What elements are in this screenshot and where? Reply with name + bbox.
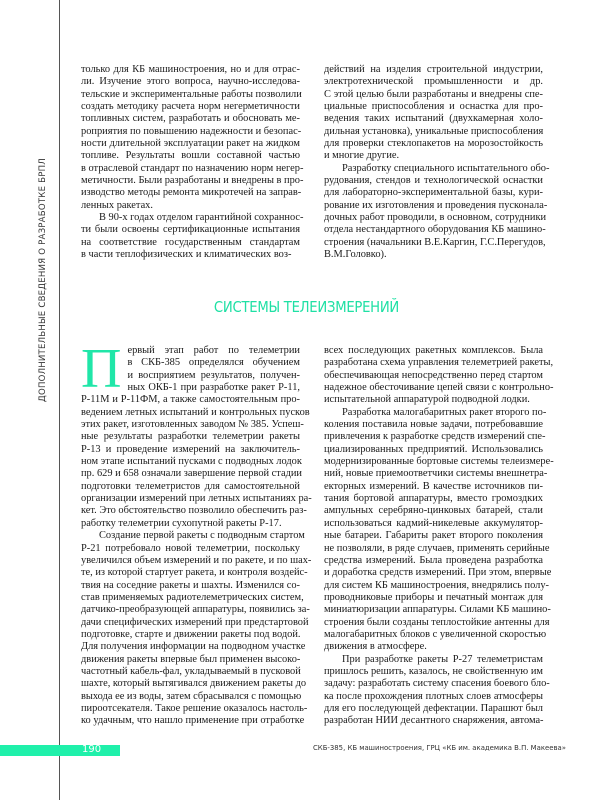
text-line: ли. Изучение этого вопроса, научно-исследова- xyxy=(81,76,300,88)
drop-cap: П xyxy=(81,338,122,400)
text-line: обеспечивающая непосредственно перед стартом xyxy=(324,369,543,381)
text-line: пр. 629 и 658 означали завершение первой стадии xyxy=(81,468,302,480)
text-line: топливе. Результаты вошли составной частью xyxy=(81,150,300,162)
text-line: циальные приспособления и оснастка для про- xyxy=(324,101,543,113)
page-number: 190 xyxy=(82,744,102,755)
text-line: Разработка малогабаритных ракет второго по- xyxy=(342,406,547,418)
text-line: ности длительной эксплуатации ракет на жидком xyxy=(81,138,300,150)
page-number-bar xyxy=(0,745,120,756)
text-line: отдела нестандартного оборудования КБ машино- xyxy=(324,224,546,236)
footer-caption: СКБ-385, КБ машиностроения, ГРЦ «КБ им. академика В.П. Макеева» xyxy=(313,744,566,752)
text-line: электротехнической промышленности и др. xyxy=(324,76,543,88)
text-line: ампульных серебряно-цинковых батарей, стали xyxy=(324,505,543,517)
text-line: строения были созданы теплостойкие антенны для xyxy=(324,616,550,628)
text-line: тельские и экспериментальные работы позволили xyxy=(81,88,302,100)
text-line: Р-21 потребовало новой телеметрии, поскольку xyxy=(81,542,300,554)
text-line: разработана схема управления телеметрией ракеты, xyxy=(324,357,554,369)
column-top-right xyxy=(324,64,550,262)
text-line: шахте, который вытягивался движением ракеты до xyxy=(81,678,307,690)
text-line: действий на изделия строительной индустрии, xyxy=(324,64,543,75)
text-line: став применяемых радиотелеметрических систем, xyxy=(81,591,304,603)
text-line: Для получения информации на подводном участке xyxy=(81,641,306,653)
text-line: Разработку специального испытательного обо- xyxy=(342,162,550,174)
text-line: средства измерений. Была проведена разработка xyxy=(324,554,543,566)
text-line: С этой целью были разработаны и внедрены спе- xyxy=(324,88,543,100)
text-line: твия на соседние ракеты и шахты. Изменился со- xyxy=(81,579,300,591)
text-line: увеличился объем измерений и по ракете, и по шах- xyxy=(81,554,312,566)
text-line: Р-11М и Р-11ФМ, а также самостоятельным про- xyxy=(81,394,300,406)
text-line: движения в атмосфере. xyxy=(324,641,427,653)
text-line: организации измерений при летных испытаниях ра- xyxy=(81,493,312,505)
text-line: те, из которой стартует ракета, и контроля воздейс- xyxy=(81,567,308,579)
text-line: роприятия по повышению надежности и безопас- xyxy=(81,125,302,137)
text-line: Р-13 и проведение измерений на заключитель- xyxy=(81,443,300,455)
text-line: екторных измерений. В качестве источников пи- xyxy=(324,480,543,492)
text-line: подготовке, старте и движении ракеты под водой. xyxy=(81,628,301,640)
text-line: частотный кабель-фал, укладываемый в пусковой xyxy=(81,665,301,677)
text-line: коления поставила новые задачи, потребовавшие xyxy=(324,419,543,431)
text-line: ные результаты разработки телеметрии ракеты xyxy=(81,431,300,443)
section-title: СИСТЕМЫ ТЕЛЕИЗМЕРЕНИЙ xyxy=(213,298,400,316)
text-line: тания бортовой аппаратуры, вместо громоздких xyxy=(324,493,543,505)
text-line: привлечения к разработке средств измерений спе- xyxy=(324,431,546,443)
text-line: При разработке ракеты Р-27 телеметристам xyxy=(342,653,543,665)
text-line: и доработка средств измерений. При этом, впервые xyxy=(324,567,552,579)
column-bottom-right xyxy=(324,345,554,728)
text-line: ко удачным, что нашло применение при отработке xyxy=(81,715,305,727)
text-line: ведения таких испытаний (двухкамерная холо- xyxy=(324,113,543,125)
text-line: в СКБ-385 определялся обучением xyxy=(127,357,300,369)
text-line: ервый этап работ по телеметрии xyxy=(127,345,300,356)
text-line: ка после прохождения плотных слоев атмосферы xyxy=(324,690,543,702)
text-line: этих ракет, изготовленных заводом № 385. Успеш- xyxy=(81,419,304,431)
text-line: работку телеметрии сухопутной ракеты Р-17. xyxy=(81,517,282,529)
text-line: ных ОКБ-1 при разработке ракет Р-11, xyxy=(127,382,300,394)
text-line: ти были освоены сертификационные испытания xyxy=(81,224,300,236)
column-bottom-left xyxy=(81,338,312,728)
text-line: на соответствие государственным стандартам xyxy=(81,236,300,248)
text-line: метичности. Были разработаны и внедрены в про- xyxy=(81,175,304,187)
text-line: не позволяли, в ряде случаев, применять серийные xyxy=(324,542,550,554)
text-line: подготовки телеметристов для самостоятельной xyxy=(81,480,300,492)
text-line: топливных систем, разработать и обосновать ме- xyxy=(81,113,300,125)
margin-rule xyxy=(59,0,60,800)
text-line: ленных ракетах. xyxy=(81,199,153,211)
text-line: В.М.Головко). xyxy=(324,249,387,261)
text-line: создать методику расчета норм негерметичности xyxy=(81,101,300,113)
text-line: в части теплофизических и климатических воз- xyxy=(81,249,292,261)
text-line: всех последующих ракетных комплексов. Была xyxy=(324,345,543,356)
text-line: для систем КБ машиностроения, внедрялись полу- xyxy=(324,579,550,591)
text-line: ведением летных испытаний и контрольных пусков xyxy=(81,406,310,418)
text-line: В 90-х годах отделом гарантийной сохраннос- xyxy=(99,212,304,224)
text-line: разработан НИИ десантного снаряжения, автома- xyxy=(324,715,544,727)
text-line: ные батареи. Габариты ракет второго поколения xyxy=(324,530,543,542)
text-line: модернизированные бортовые системы телеизмере- xyxy=(324,456,554,468)
text-line: использоваться кадмий-никелевые аккумулятор- xyxy=(324,517,543,529)
text-line: рудования, стендов и технологической оснастки xyxy=(324,175,543,187)
text-line: датчико-преобразующей аппаратуры, появились за- xyxy=(81,604,310,616)
text-line: только для КБ машиностроения, но и для отрас- xyxy=(81,64,300,75)
text-line: пришлось решить, казалось, не свойственную им xyxy=(324,665,543,677)
text-line: миниатюризации аппаратуры. Силами КБ машино- xyxy=(324,604,551,616)
text-line: Создание первой ракеты с подводным стартом xyxy=(99,530,305,542)
text-line: ний, новые приемоответчики системы внешнетра- xyxy=(324,468,548,480)
text-line: кет. Это обстоятельство позволило обеспечить раз- xyxy=(81,505,307,517)
text-line: рование их изготовления и проведения пусконала- xyxy=(324,199,548,211)
text-line: ном этапе испытаний пусками с подводных лодок xyxy=(81,456,302,468)
text-line: дочных работ проводили, в основном, сотрудники xyxy=(324,212,547,224)
text-line: и восприятием результатов, получен- xyxy=(127,369,300,381)
text-line: испытательной аппаратурой подводной лодки. xyxy=(324,394,530,406)
text-line: дильная установка), уникальные приспособления xyxy=(324,125,544,137)
text-line: пироотсекателя. Такое решение оказалось настоль- xyxy=(81,702,308,714)
text-line: циализированных предприятий. Использовались xyxy=(324,443,543,455)
running-header-vertical: ДОПОЛНИТЕЛЬНЫЕ СВЕДЕНИЯ О РАЗРАБОТКЕ БРПЛ xyxy=(38,158,48,402)
text-line: движения ракеты впервые был применен высоко- xyxy=(81,653,301,665)
text-line: выхода ее из воды, затем сбрасывался с помощью xyxy=(81,690,302,702)
text-line: для проверки стеклопакетов на морозостойкость xyxy=(324,138,543,150)
text-line: строения (начальники В.Е.Каргин, Г.С.Перегудов, xyxy=(324,236,546,248)
text-line: надежное обесточивание цепей связи с контрольно- xyxy=(324,382,554,394)
text-line: в отраслевой стандарт по назначению норм негер- xyxy=(81,162,304,174)
text-line: дачи специфических измерений при предстартовой xyxy=(81,616,309,628)
text-line: для лабораторно-экспериментальной базы, кури- xyxy=(324,187,543,199)
column-top-left xyxy=(81,64,304,262)
text-line: и многие другие. xyxy=(324,150,400,162)
text-line: малогабаритных блоков с увеличенной скоростью xyxy=(324,628,547,640)
text-line: проводниковые приборы и печатный монтаж для xyxy=(324,591,543,603)
text-line: изводство методы ремонта микротечей на заправ- xyxy=(81,187,302,199)
text-line: для его последующей дефектации. Парашют был xyxy=(324,702,543,714)
text-line: задачу: разработать систему спасения боевого бло- xyxy=(324,678,550,690)
